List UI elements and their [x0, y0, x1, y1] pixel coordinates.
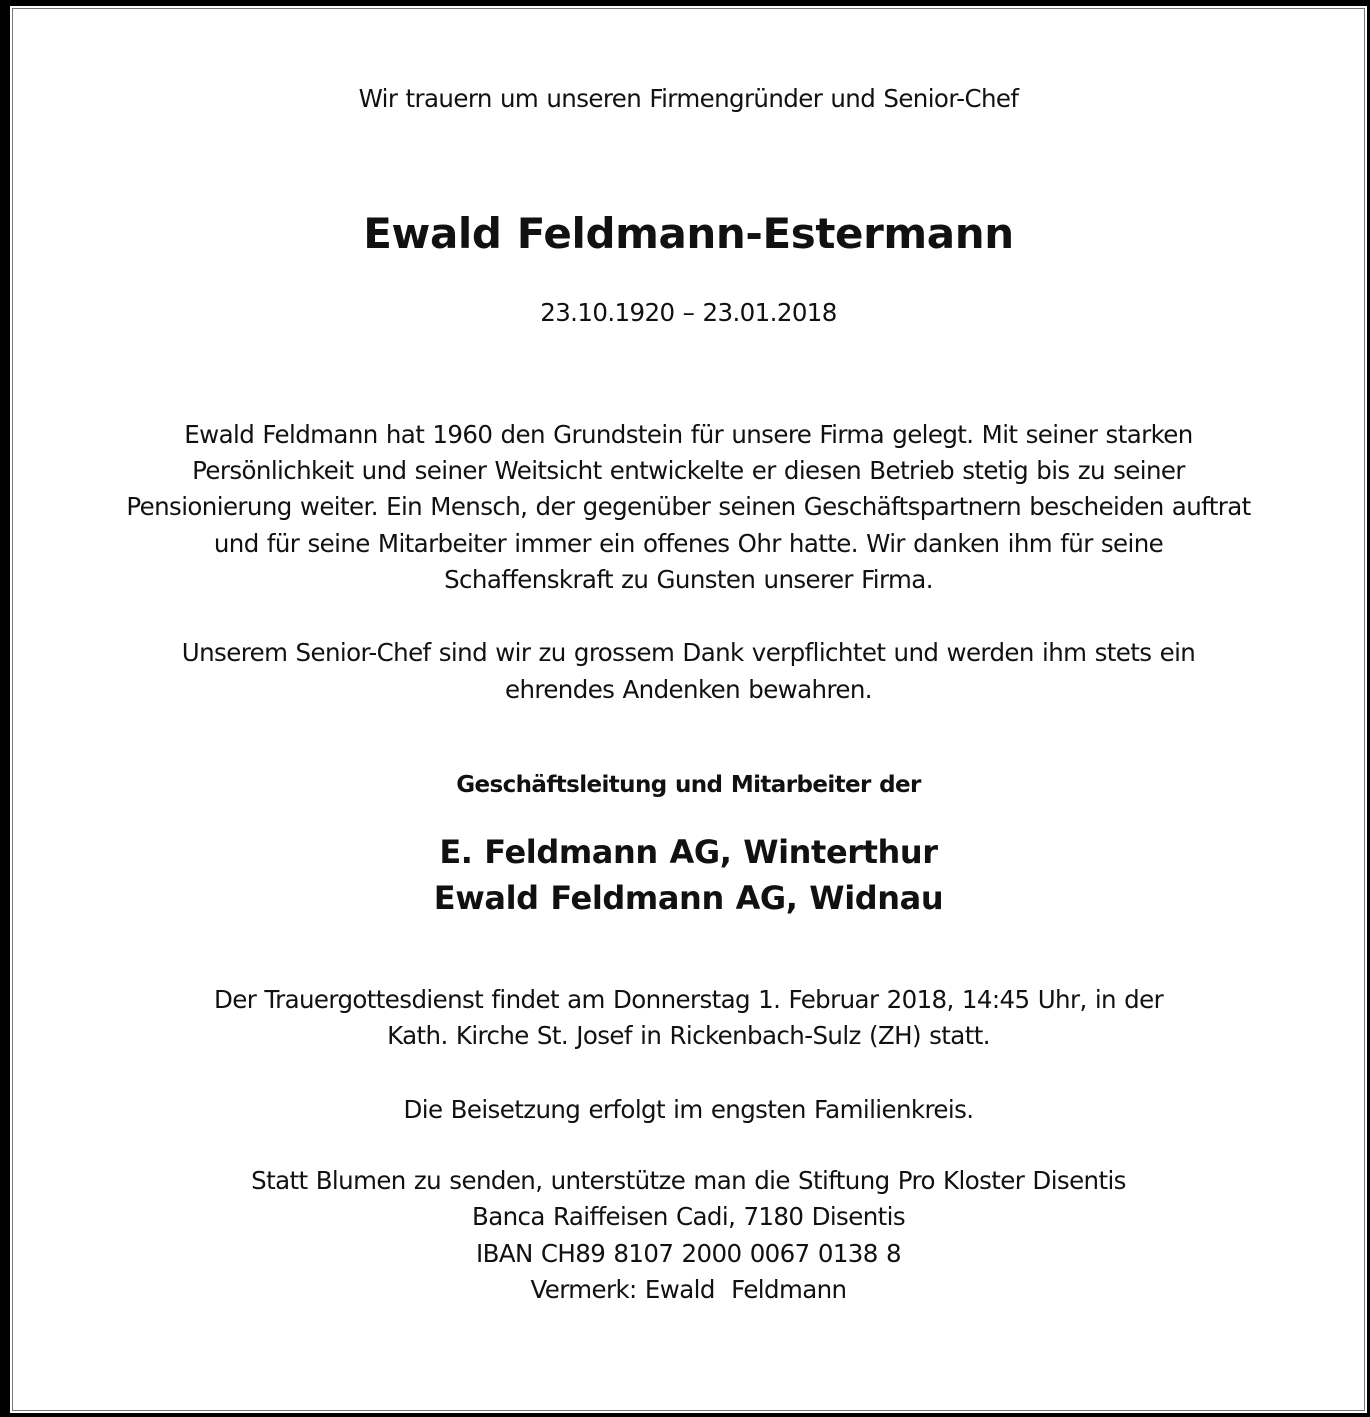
tribute-line: Pensionierung weiter. Ein Mensch, der gegenüber seinen Geschäftspartnern bescheiden auftrat	[126, 492, 1251, 521]
obituary-heading: Wir trauern um unseren Firmengründer und Senior-Chef	[358, 84, 1019, 113]
signatory-line: Geschäftsleitung und Mitarbeiter der	[456, 772, 921, 798]
life-dates: 23.10.1920 – 23.01.2018	[540, 298, 837, 327]
gratitude-line: ehrendes Andenken bewahren.	[505, 675, 872, 704]
tribute-line: Ewald Feldmann hat 1960 den Grundstein für unsere Firma gelegt. Mit seiner starken	[184, 420, 1193, 449]
company-name: Ewald Feldmann AG, Widnau	[433, 879, 944, 917]
donation-line: Banca Raiffeisen Cadi, 7180 Disentis	[471, 1202, 906, 1231]
service-line: Der Trauergottesdienst findet am Donnerstag 1. Februar 2018, 14:45 Uhr, in der	[213, 985, 1164, 1014]
service-line: Kath. Kirche St. Josef in Rickenbach-Sulz (ZH) statt.	[387, 1021, 990, 1050]
donation-line: Statt Blumen zu senden, unterstütze man die Stiftung Pro Kloster Disentis	[251, 1166, 1126, 1195]
tribute-line: und für seine Mitarbeiter immer ein offenes Ohr hatte. Wir danken ihm für seine	[213, 529, 1164, 558]
deceased-name: Ewald Feldmann-Estermann	[363, 209, 1014, 258]
company-name: E. Feldmann AG, Winterthur	[439, 833, 938, 871]
iban-line: IBAN CH89 8107 2000 0067 0138 8	[476, 1239, 901, 1268]
tribute-line: Schaffenskraft zu Gunsten unserer Firma.	[444, 565, 933, 594]
donation-reference-line: Vermerk: Ewald Feldmann	[530, 1275, 847, 1304]
gratitude-line: Unserem Senior-Chef sind wir zu grossem Dank verpflichtet und werden ihm stets ein	[181, 638, 1196, 667]
burial-line: Die Beisetzung erfolgt im engsten Familienkreis.	[403, 1095, 974, 1124]
tribute-line: Persönlichkeit und seiner Weitsicht entwickelte er diesen Betrieb stetig bis zu seiner	[192, 456, 1185, 485]
